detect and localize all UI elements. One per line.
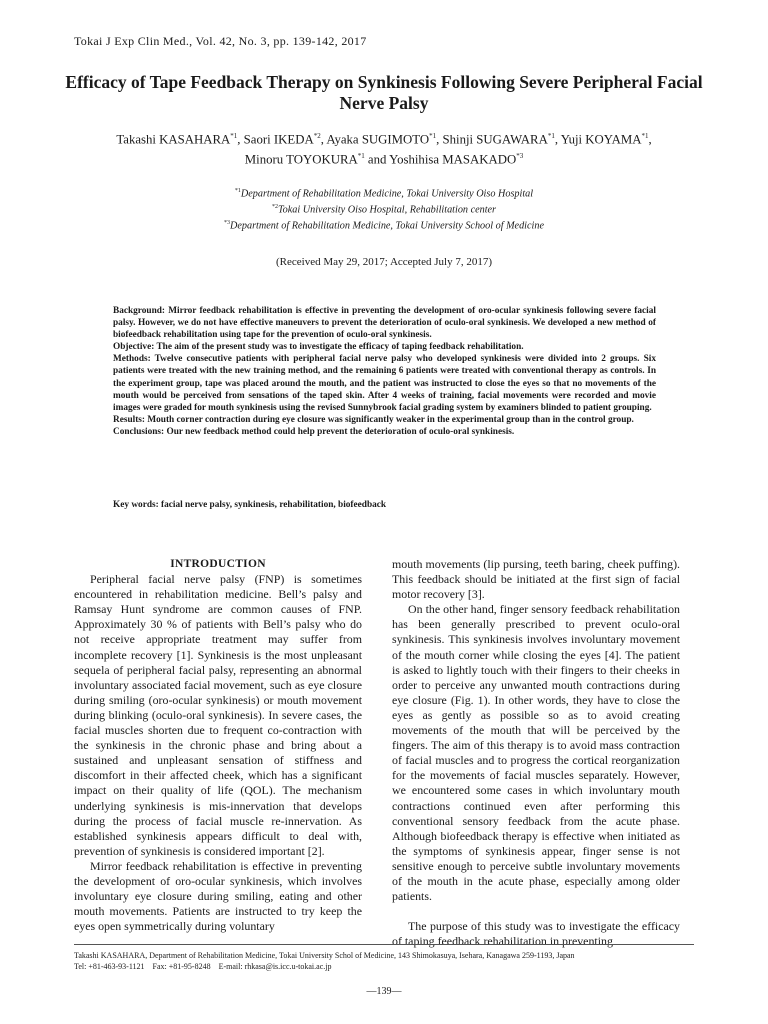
abstract-methods: Methods: Twelve consecutive patients with peripheral facial nerve palsy who developed synkinesis were divided into 2 groups. Six patients were treated with the new training method, and the remaining 6 patients were treated with conventional therapy as controls. In the experiment group, tape was placed around the mouth, and the patient was instructed to close the eyes so that no movements of the mouth would be perceived from sensations of the taped skin. After 4 weeks of training, facial movements were recorded and movie images were graded for mouth synkinesis using the revised Sunnybrook facial grading system by examiners blinded to patient grouping.	[113, 354, 656, 413]
author-separator: ,	[436, 132, 443, 147]
abstract-conclusions: Conclusions: Our new feedback method could help prevent the deterioration of oculo-oral synkinesis.	[113, 426, 515, 437]
author-affiliation-mark: *1	[230, 132, 238, 140]
footnote-address: Takashi KASAHARA, Department of Rehabilitation Medicine, Tokai University Schol of Medicine, 143 Shimokasuya, Isehara, Kanagawa 259-1193, Japan	[74, 951, 575, 960]
author-separator: ,	[237, 132, 244, 147]
author-name: Shinji SUGAWARA	[442, 132, 548, 147]
section-heading-introduction: INTRODUCTION	[170, 558, 266, 570]
footnote-divider	[74, 944, 694, 945]
affiliation-line	[60, 185, 708, 201]
author-separator: and	[364, 152, 390, 167]
body-paragraph: Mirror feedback rehabilitation is effective in preventing the development of oro-ocular synkinesis, which involves involuntary eye closure during smiling, eating and other mouth movements. Patients are instructed to try keep the eyes open symmetrically during voluntary	[74, 858, 362, 934]
author-name: Takashi KASAHARA	[116, 132, 231, 147]
affiliation-line	[60, 217, 708, 233]
abstract-results: Results: Mouth corner contraction during eye closure was significantly weaker in the experimental group than in the control group.	[113, 414, 634, 425]
body-paragraph: mouth movements (lip pursing, teeth baring, cheek puffing). This feedback should be initiated at the first sign of facial motor recovery [3].	[392, 557, 680, 602]
body-paragraph: Peripheral facial nerve palsy (FNP) is sometimes encountered in rehabilitation medicine. Bell’s palsy and Ramsay Hunt syndrome are common causes of FNP. Approximately 30 % of patients with Bell’s palsy who do not receive appropriate treatment may suffer from incomplete recovery [1]. Synkinesis is the most unpleasant sequela of peripheral facial palsy, representing an abnormal involuntary associated facial movement, such as eye closure during smiling (oro-ocular synkinesis) or mouth movement during blinking (oculo-oral synkinesis). In severe cases, the facial muscles shorten due to frequent co-contraction with the synkinesis in the chronic phase and bring about a sustained and unpleasant sensation of stiffness and discomfort in their affected cheek, which has a significant impact on their quality of life (QOL). The mechanism underlying synkinesis is mis-innervation that develops during the process of facial muscle re-innervation. As established synkinesis appears difficult to deal with, prevention of synkinesis is considered important [2].	[74, 572, 362, 858]
affiliation-text: Tokai University Oiso Hospital, Rehabilitation center	[277, 204, 497, 216]
author-affiliation-mark: *1	[429, 132, 437, 140]
author-name: Yoshihisa MASAKADO	[389, 152, 517, 167]
affiliation-mark: *1	[234, 188, 241, 194]
affiliation-text: Department of Rehabilitation Medicine, Tokai University School of Medicine	[230, 220, 544, 232]
affiliation-mark: *2	[271, 203, 278, 210]
affiliation-list	[60, 185, 708, 233]
author-affiliation-mark: *1	[547, 132, 555, 140]
footnote-contact: Tel: +81-463-93-1121 Fax: +81-95-8248 E-mail: rhkasa@is.icc.u-tokai.ac.jp	[74, 962, 332, 971]
author-name: Saori IKEDA	[243, 132, 314, 147]
author-affiliation-mark: *2	[313, 132, 321, 140]
abstract	[113, 305, 656, 438]
author-separator: ,	[554, 132, 561, 147]
author-separator: ,	[320, 132, 327, 147]
body-paragraph: On the other hand, finger sensory feedback rehabilitation has been generally prescribed to prevent oculo-oral synkinesis. This synkinesis involves involuntary movement of the mouth corner while closing the eyes [4]. The patient is asked to lightly touch with their fingers to their cheeks in order to perceive any unwanted mouth contractions during eye closure (Fig. 1). In other words, they have to close the eyes as gently as possible so as to avoid creating movements of the mouth that will be perceived by the fingers. The aim of this therapy is to avoid mass contraction of facial muscles and to progress the cortical reorganization for the movements of facial muscles separately. However, we encountered some cases in which involuntary mouth contractions continued even after performing this conventional sensory feedback from the acute phase. Although biofeedback therapy is effective when initiated as the symptoms of synkinesis appear, finger sense is not sensitive enough to perceive subtle involuntary movements of the mouth in the acute phase, especially among older patients.	[392, 602, 680, 904]
author-name: Ayaka SUGIMOTO	[326, 132, 430, 147]
journal-citation: Tokai J Exp Clin Med., Vol. 42, No. 3, pp. 139-142, 2017	[74, 34, 367, 48]
author-name: Yuji KOYAMA	[560, 132, 642, 147]
author-separator: ,	[648, 132, 652, 147]
affiliation-mark: *3	[224, 219, 231, 226]
abstract-objective: Objective: The aim of the present study was to investigate the efficacy of taping feedback rehabilitation.	[113, 342, 524, 353]
author-affiliation-mark: *1	[357, 152, 365, 161]
author-list	[60, 128, 708, 169]
affiliation-line	[60, 201, 708, 217]
received-dates: (Received May 29, 2017; Accepted July 7, 2017)	[276, 256, 492, 268]
right-column	[392, 557, 680, 949]
article-title: Efficacy of Tape Feedback Therapy on Synkinesis Following Severe Peripheral Facial Nerve Palsy	[65, 72, 703, 113]
author-affiliation-mark: *3	[516, 152, 524, 161]
body-paragraph: The purpose of this study was to investigate the efficacy of taping feedback rehabilitation in preventing	[392, 919, 680, 949]
abstract-background: Background: Mirror feedback rehabilitation is effective in preventing the development of oro-ocular synkinesis following severe facial palsy. However, we do not have effective maneuvers to prevent the deterioration of oculo-oral synkinesis. We developed a new method of biofeedback rehabilitation using tape for the prevention of oculo-oral synkinesis.	[113, 306, 656, 341]
author-name: Minoru TOYOKURA	[244, 152, 358, 167]
author-affiliation-mark: *1	[641, 132, 649, 140]
keywords: Key words: facial nerve palsy, synkinesis, rehabilitation, biofeedback	[113, 500, 387, 510]
affiliation-text: Department of Rehabilitation Medicine, Tokai University Oiso Hospital	[240, 188, 534, 200]
page-number: —139—	[366, 986, 402, 997]
left-column	[74, 557, 362, 934]
correspondence-footnote	[74, 950, 694, 972]
